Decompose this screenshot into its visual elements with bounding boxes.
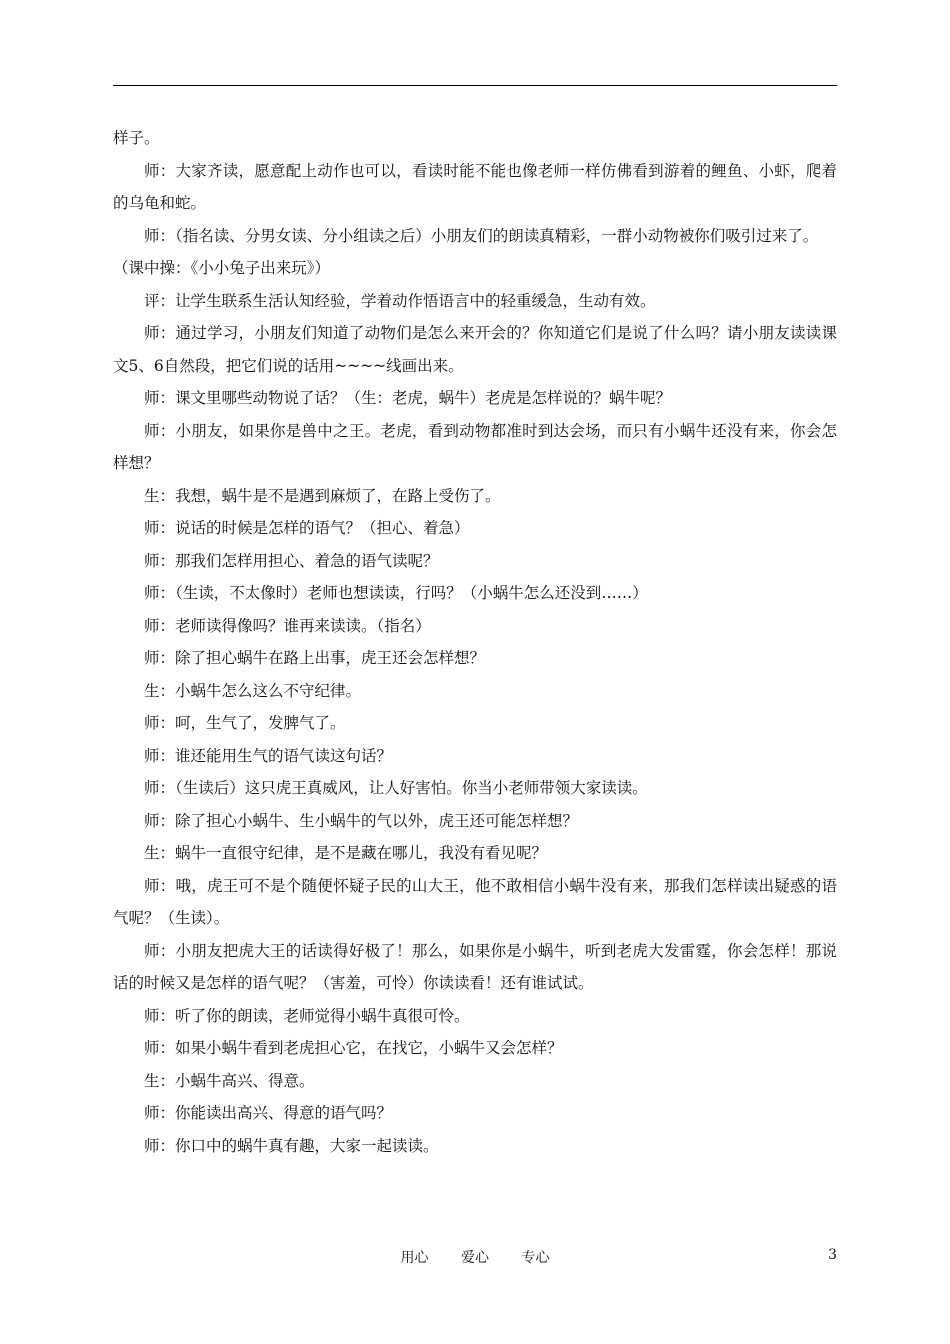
paragraph: 师：小朋友把虎大王的话读得好极了！那么，如果你是小蜗牛，听到老虎大发雷霆，你会怎样！那说话的时候又是怎样的语气呢？（害羞，可怜）你读读看！还有谁试试。: [113, 941, 837, 992]
paragraph: 生：小蜗牛高兴、得意。: [144, 1071, 315, 1090]
paragraph: 生：我想，蜗牛是不是遇到麻烦了，在路上受伤了。: [144, 486, 501, 505]
footer-word: 用心: [400, 1250, 429, 1266]
paragraph: 师：大家齐读，愿意配上动作也可以，看读时能不能也像老师一样仿佛看到游着的鲤鱼、小虾，爬着的乌龟和蛇。: [113, 161, 837, 212]
paragraph: 师：（生读后）这只虎王真威风，让人好害怕。你当小老师带领大家读读。: [144, 779, 648, 797]
header-rule: [113, 85, 837, 86]
page-number: 3: [828, 1247, 837, 1263]
paragraph: 师：说话的时候是怎样的语气？（担心、着急）: [144, 519, 470, 537]
paragraph: 师：哦，虎王可不是个随便怀疑子民的山大王，他不敢相信小蜗牛没有来，那我们怎样读出疑惑的语气呢？（生读）。: [113, 876, 837, 927]
paragraph: 师：通过学习，小朋友们知道了动物们是怎么来开会的？你知道它们是说了什么吗？请小朋友读读课文5、6自然段，把它们说的话用~~~~线画出来。: [113, 324, 837, 375]
paragraph: 师：课文里哪些动物说了话？（生：老虎，蜗牛）老虎是怎样说的？蜗牛呢？: [144, 389, 672, 407]
paragraph: 师：呵，生气了，发脾气了。: [144, 714, 346, 732]
paragraph: 师：你口中的蜗牛真有趣，大家一起读读。: [144, 1136, 439, 1155]
paragraph: 评：让学生联系生活认知经验，学着动作悟语言中的轻重缓急，生动有效。: [144, 291, 656, 310]
footer-word: 专心: [521, 1250, 550, 1266]
paragraph: 师：如果小蜗牛看到老虎担心它，在找它，小蜗牛又会怎样？: [144, 1039, 563, 1057]
paragraph: 师：除了担心小蜗牛、生小蜗牛的气以外，虎王还可能怎样想？: [144, 811, 579, 830]
footer-motto: [113, 1247, 837, 1267]
body-text: [113, 122, 837, 1162]
paragraph: 师：老师读得像吗？谁再来读读。（指名）: [144, 616, 431, 635]
paragraph: 样子。: [113, 129, 160, 147]
paragraph: 师：谁还能用生气的语气读这句话？: [144, 746, 393, 765]
paragraph: （课中操：《小小兔子出来玩》）: [113, 259, 331, 277]
paragraph: 生：蜗牛一直很守纪律，是不是藏在哪儿，我没有看见呢？: [144, 844, 548, 862]
paragraph: 生：小蜗牛怎么这么不守纪律。: [144, 681, 362, 700]
paragraph: 师：那我们怎样用担心、着急的语气读呢？: [144, 551, 439, 570]
paragraph: 师：听了你的朗读，老师觉得小蜗牛真很可怜。: [144, 1006, 470, 1025]
paragraph: 师：除了担心蜗牛在路上出事，虎王还会怎样想？: [144, 649, 486, 667]
paragraph: 师：（生读，不太像时）老师也想读读，行吗？（小蜗牛怎么还没到……）: [144, 584, 648, 602]
footer-word: 爱心: [461, 1250, 489, 1266]
page-footer: [113, 1247, 837, 1269]
paragraph: 师：小朋友，如果你是兽中之王。老虎，看到动物都准时到达会场，而只有小蜗牛还没有来，你会怎样想？: [113, 421, 837, 472]
paragraph: 师：你能读出高兴、得意的语气吗？: [144, 1104, 393, 1122]
paragraph: 师：（指名读、分男女读、分小组读之后）小朋友们的朗读真精彩，一群小动物被你们吸引过来了。: [144, 226, 819, 245]
